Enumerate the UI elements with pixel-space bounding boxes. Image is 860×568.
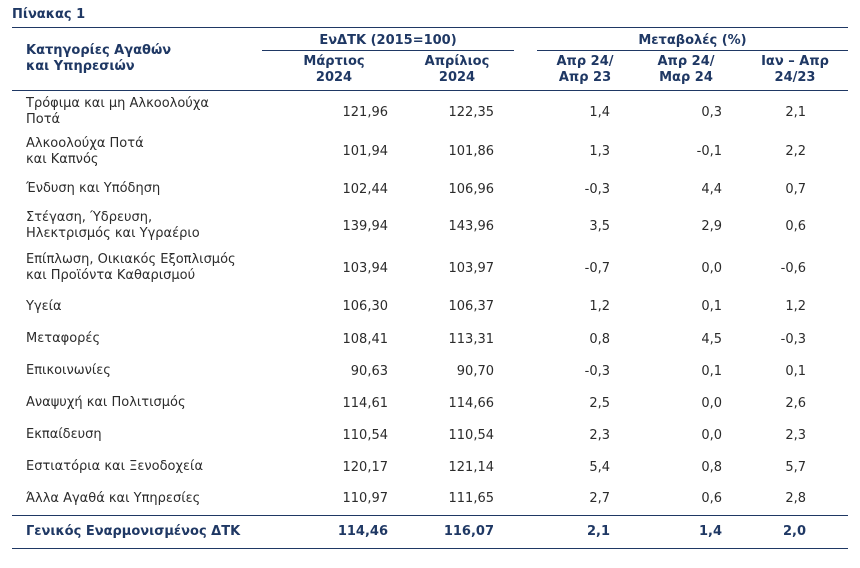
row-label: Τρόφιμα και μη Αλκοολούχα Ποτά (26, 96, 209, 127)
total-mom: 1,4 (698, 524, 722, 539)
index-group-rule (262, 50, 514, 51)
row-label: Στέγαση, Ύδρευση, Ηλεκτρισμός και Υγραέριο (26, 210, 200, 241)
cell-april: 101,86 (448, 144, 494, 159)
total-row (12, 515, 848, 548)
table-row (12, 355, 848, 387)
cell-mom: 0,0 (701, 427, 722, 443)
total-april: 116,07 (443, 524, 494, 539)
total-yoy: 2,1 (586, 524, 610, 539)
cell-yoy: -0,7 (584, 260, 610, 276)
cell-yoy: 1,3 (589, 144, 610, 159)
cell-ytd: 1,2 (785, 299, 806, 314)
cell-march: 103,94 (342, 260, 388, 276)
row-label: Εστιατόρια και Ξενοδοχεία (26, 459, 204, 474)
cell-march: 114,61 (342, 395, 388, 411)
cell-april: 90,70 (456, 363, 494, 379)
table-row (12, 387, 848, 419)
cell-yoy: 3,5 (589, 218, 610, 234)
cell-ytd: 5,7 (785, 459, 806, 475)
cell-ytd: 2,1 (785, 104, 806, 120)
cell-april: 106,96 (448, 181, 494, 197)
row-label: Επικοινωνίες (26, 363, 111, 378)
table-row (12, 172, 848, 206)
cell-ytd: -0,3 (780, 331, 806, 347)
header-col-april: Απρίλιος 2024 (424, 54, 490, 85)
cell-mom: 0,1 (701, 363, 722, 379)
cell-yoy: 1,4 (589, 104, 610, 120)
cell-mom: 2,9 (701, 218, 722, 234)
cell-april: 111,65 (448, 491, 494, 507)
cell-march: 90,63 (350, 363, 388, 379)
cell-march: 101,94 (342, 144, 388, 159)
cpi-table (12, 93, 848, 549)
cell-march: 106,30 (342, 299, 388, 314)
table-row (12, 93, 848, 131)
header-change-group: Μεταβολές (%) (638, 33, 747, 48)
cell-march: 121,96 (342, 104, 388, 120)
cell-march: 110,97 (342, 491, 388, 507)
total-label: Γενικός Εναρμονισμένος ΔΤΚ (26, 523, 241, 539)
cell-ytd: 2,3 (785, 427, 806, 443)
cell-mom: 0,8 (701, 459, 722, 475)
header-index-group: ΕνΔΤΚ (2015=100) (319, 33, 457, 48)
change-group-rule (537, 50, 848, 51)
cell-yoy: -0,3 (584, 181, 610, 197)
table-row (12, 246, 848, 290)
row-label: Μεταφορές (26, 331, 101, 346)
cell-ytd: 0,7 (785, 181, 806, 197)
cell-yoy: 0,8 (589, 331, 610, 347)
cell-yoy: 2,3 (589, 427, 610, 443)
row-label: Άλλα Αγαθά και Υπηρεσίες (26, 490, 201, 506)
table-row (12, 290, 848, 323)
cell-mom: 4,4 (701, 181, 722, 197)
header-col-apr-mom: Απρ 24/ Μαρ 24 (657, 54, 715, 85)
cell-yoy: -0,3 (584, 363, 610, 379)
cell-mom: 0,3 (701, 104, 722, 120)
cell-mom: 0,0 (701, 260, 722, 276)
cell-ytd: 2,2 (785, 144, 806, 159)
row-label: Ένδυση και Υπόδηση (26, 181, 161, 196)
cell-yoy: 5,4 (589, 459, 610, 475)
row-label: Επίπλωση, Οικιακός Εξοπλισμός και Προϊόντα Καθαρισμού (26, 252, 236, 283)
header-col-apr-yoy: Απρ 24/ Απρ 23 (556, 54, 614, 85)
row-label: Υγεία (26, 298, 62, 314)
cell-march: 110,54 (342, 427, 388, 443)
cell-april: 122,35 (448, 104, 494, 120)
cell-yoy: 1,2 (589, 299, 610, 314)
cell-april: 103,97 (448, 260, 494, 276)
cell-april: 114,66 (448, 395, 494, 411)
cell-mom: 0,1 (701, 299, 722, 314)
header-bottom-rule (12, 90, 848, 91)
cell-yoy: 2,7 (589, 491, 610, 507)
header-col-march: Μάρτιος 2024 (303, 54, 365, 85)
table-row (12, 206, 848, 246)
total-march: 114,46 (337, 524, 388, 539)
row-label: Εκπαίδευση (26, 427, 102, 442)
cell-ytd: -0,6 (780, 260, 806, 276)
cell-mom: -0,1 (696, 144, 722, 159)
cell-march: 108,41 (342, 331, 388, 347)
cell-mom: 0,0 (701, 395, 722, 411)
cell-mom: 0,6 (701, 491, 722, 507)
table-title: Πίνακας 1 (12, 7, 86, 22)
header-top-rule (12, 27, 848, 28)
cell-yoy: 2,5 (589, 395, 610, 411)
cell-ytd: 2,8 (785, 491, 806, 507)
cell-april: 106,37 (448, 299, 494, 314)
cell-march: 102,44 (342, 181, 388, 197)
cell-april: 110,54 (448, 427, 494, 443)
cell-april: 121,14 (448, 459, 494, 475)
cell-ytd: 0,6 (785, 218, 806, 234)
row-label: Αλκοολούχα Ποτά και Καπνός (26, 135, 144, 167)
cell-ytd: 2,6 (785, 395, 806, 411)
cell-march: 120,17 (342, 459, 388, 475)
table-row (12, 483, 848, 515)
header-category: Κατηγορίες Αγαθών και Υπηρεσιών (26, 43, 172, 74)
table-row (12, 323, 848, 355)
cell-mom: 4,5 (701, 331, 722, 347)
table-row (12, 451, 848, 483)
total-ytd: 2,0 (782, 524, 806, 539)
table-row (12, 419, 848, 451)
table-row (12, 131, 848, 172)
cell-april: 143,96 (448, 218, 494, 234)
header-col-jan-apr: Ιαν – Απρ 24/23 (761, 54, 829, 85)
cell-ytd: 0,1 (785, 363, 806, 379)
cell-april: 113,31 (448, 331, 494, 347)
cell-march: 139,94 (342, 218, 388, 234)
row-label: Αναψυχή και Πολιτισμός (26, 395, 186, 410)
